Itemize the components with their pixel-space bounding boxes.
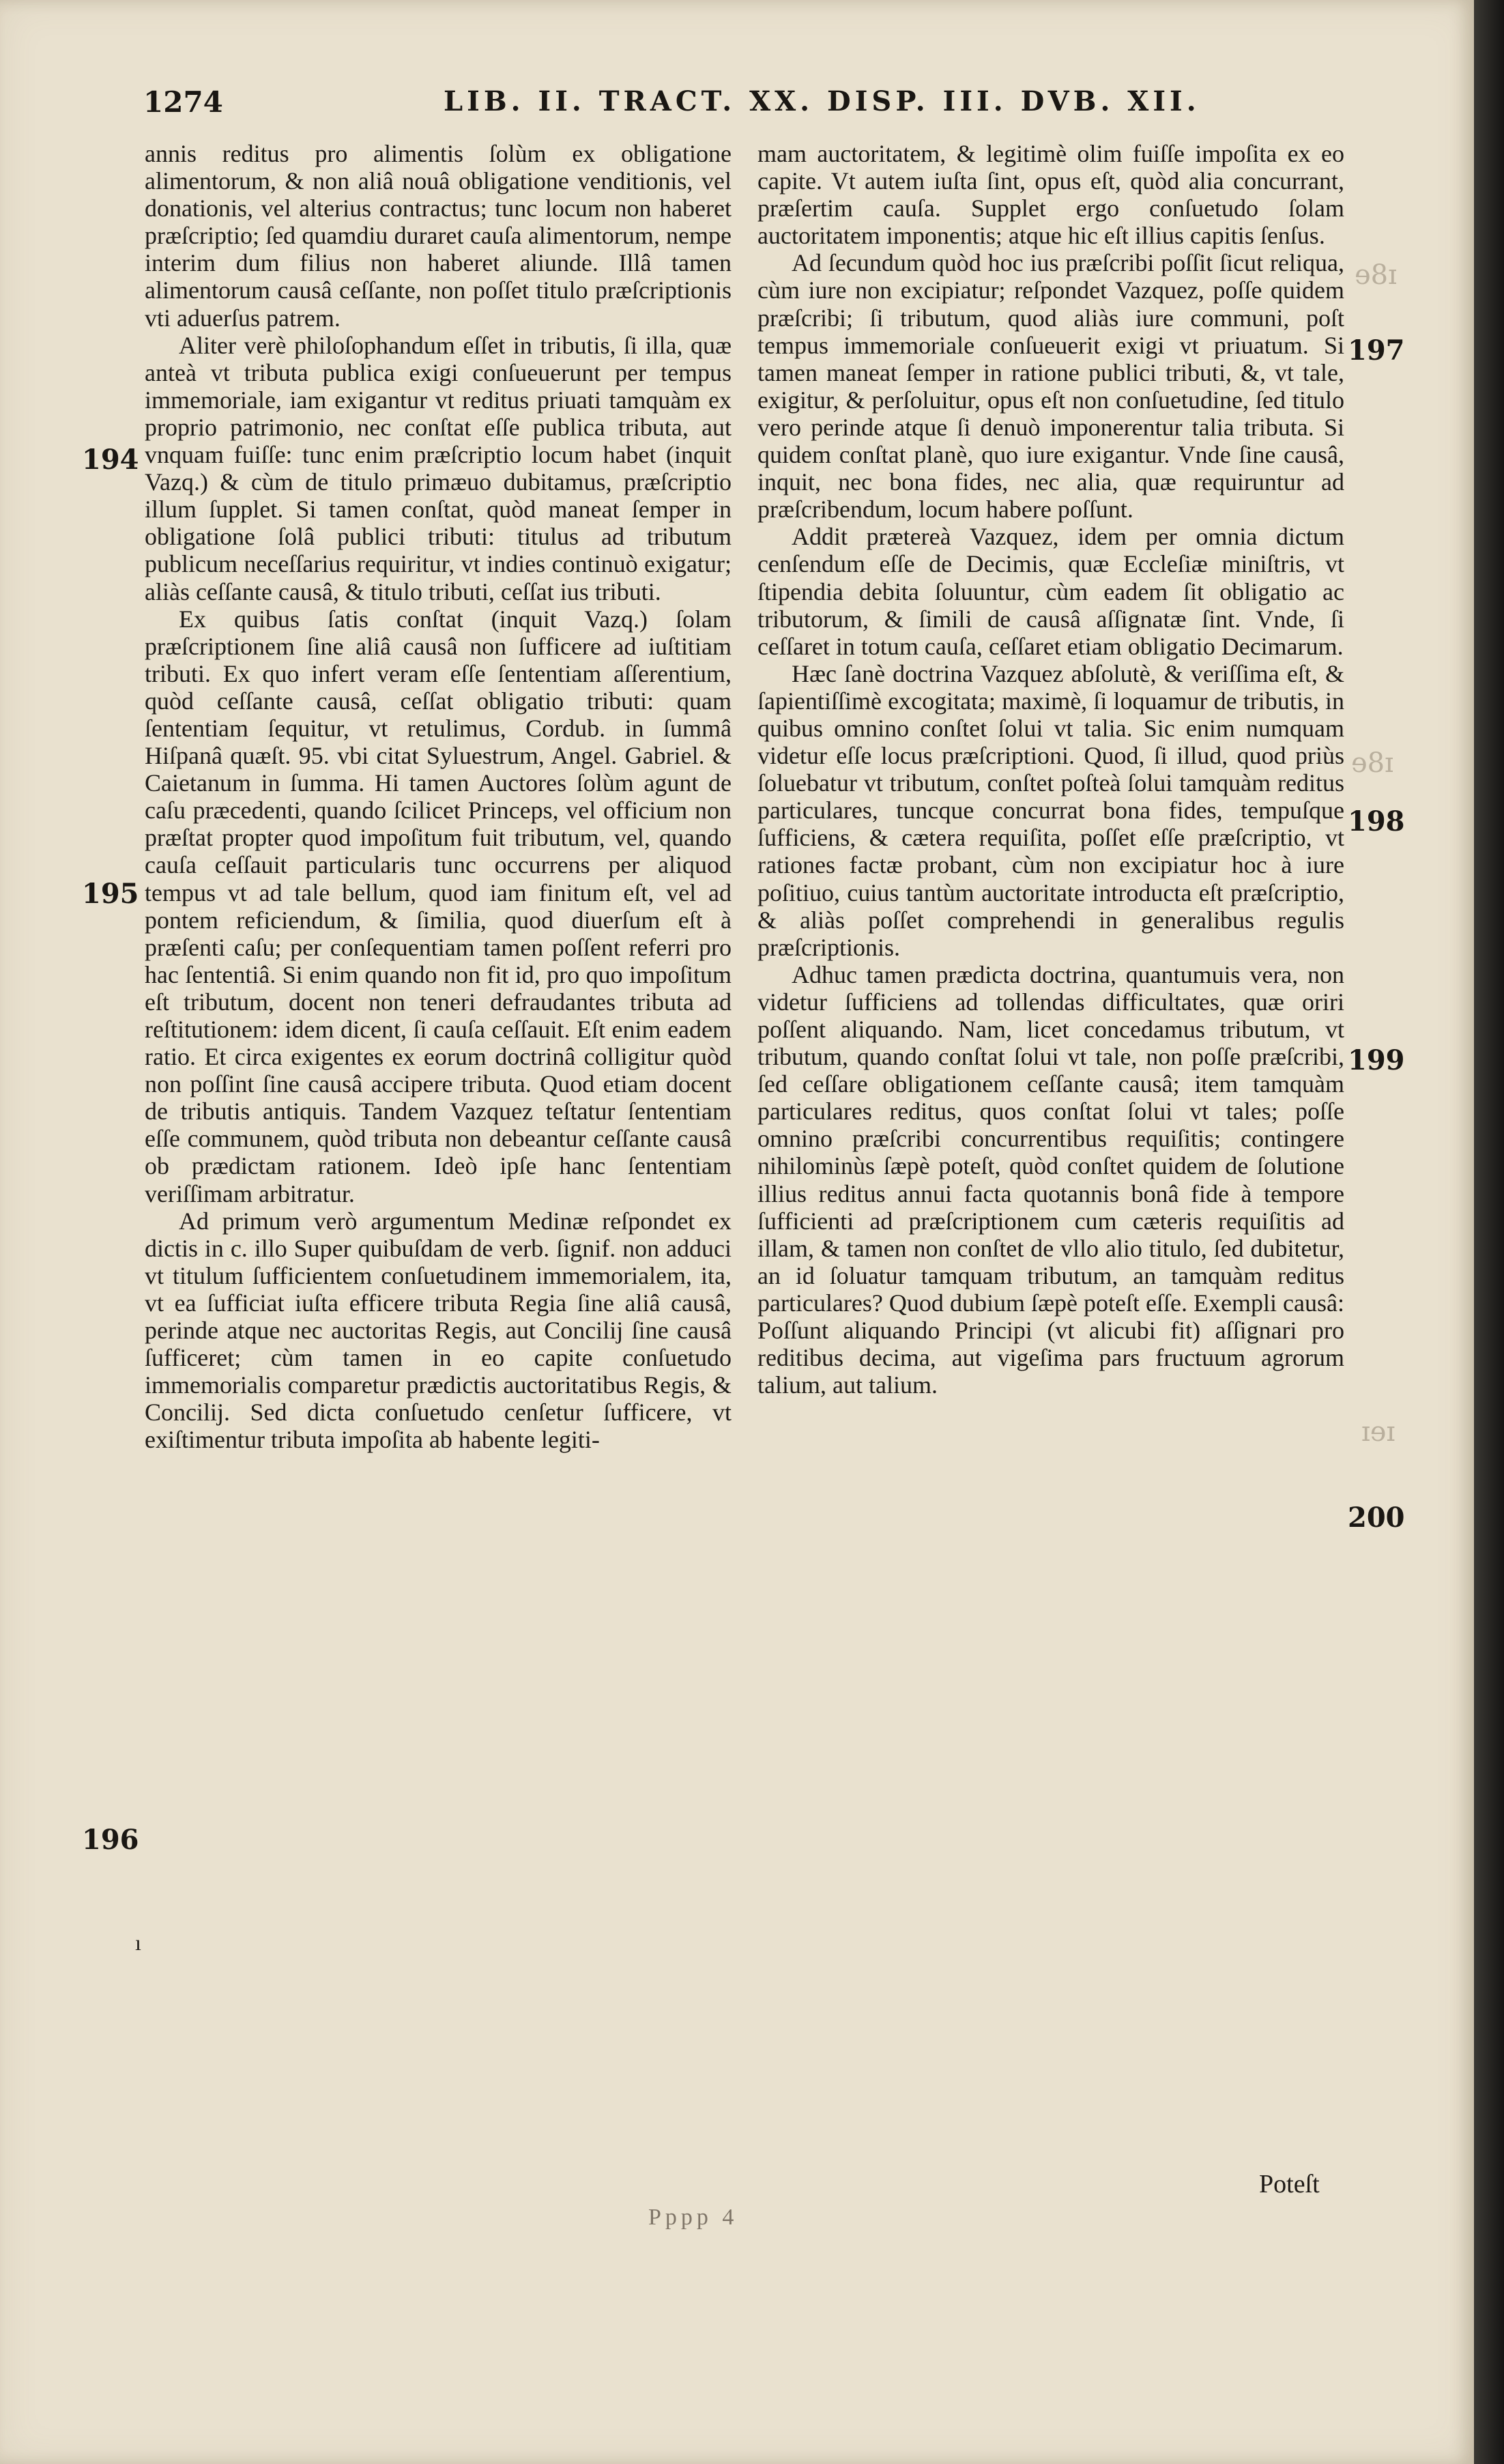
paragraph-195: Ex quibus ſatis conſtat (inquit Vazq.) ſolam præſcriptionem ſine aliâ causâ non ſufficere ad iuſtitiam tributi. Ex quo infert veram eſſe ſententiam aſſerentium, quòd ceſſante causâ, ceſſat obligatio tributi: quam ſententiam ſequitur, vt retulimus, Cordub. in ſummâ Hiſpanâ quæſt. 95. vbi citat Syluestrum, Angel. Gabriel. & Caietanum in ſumma. Hi tamen Auctores ſolùm agunt de caſu præcedenti, quando ſcilicet Princeps, vel officium non præſtat propter quod impoſitum fuit tributum, vel, quando cauſa ceſſauit particularis tunc occurrens per aliquod tempus vt ad tale bellum, quod iam finitum eſt, vel ad pontem reficiendum, & ſimilia, quod diuerſum eſt à præſenti caſu; per conſequentiam tamen poſſent referri pro hac ſententiâ. Si enim quando non fit id, pro quo impoſitum eſt tributum, docent non teneri defraudantes tributa ad reſtitutionem: idem dicent, ſi cauſa ceſſauit. Eſt enim eadem ratio. Et circa exigentes ex eorum doctrinâ colligitur quòd non poſſint ſine causâ accipere tributa. Quod etiam docent de tributis antiquis. Tandem Vazquez teſtatur ſententiam eſſe communem, quòd tributa non debeantur ceſſante causâ ob prædictam rationem. Ideò ipſe hanc ſententiam veriſſimam arbitratur. — [145, 605, 732, 1207]
catchword: Poteſt — [1259, 2170, 1320, 2198]
paragraph-continuation-right: mam auctoritatem, & legitimè olim fuiſſe impoſita ex eo capite. Vt autem iuſta ſint, opus eſt, quòd alia concurrant, præſertim cauſa. Supplet ergo conſuetudo ſolam auctoritatem imponentis; atque hic eſt illius capitis ſenſus. — [757, 140, 1344, 250]
running-head-title: LIB. II. TRACT. XX. DISP. III. DVB. XII. — [444, 85, 1200, 117]
paragraph-199: Hæc ſanè doctrina Vazquez abſolutè, & veriſſima eſt, & ſapientiſſimè excogitata; maximè, ſi loquamur de tributis, in quibus omnino conſtet ſolui vt talia. Sic enim numquam videtur eſſe locus præſcriptioni. Quod, ſi illud, quod priùs ſoluebatur vt tributum, conſtet poſteà ſolui tamquàm reditus particulares, tuncque concurrat bona fides, tempuſque ſufficiens, & cætera requiſita, poſſet eſſe præſcriptio, vt rationes factæ probant, cùm non excipiatur hoc à iure poſitiuo, cuius tantùm auctoritate introducta eſt præſcriptio, & aliàs poſſet comprehendi in generalibus regulis præſcriptionis. — [757, 659, 1344, 961]
signature-mark: Pppp 4 — [648, 2205, 738, 2230]
page-number: 1274 — [143, 85, 223, 119]
paragraph-197: Ad ſecundum quòd hoc ius præſcribi poſſit ſicut reliqua, cùm iure non excipiatur; reſpondet Vazquez, poſſe quidem præſcribi; ſi tributum, quod aliàs iure communi, poſt tempus immemoriale conſueuerit exigi vt priuatum. Si tamen maneat ſemper in ratione publici tributi, &, vt tale, exigitur, & perſoluitur, opus eſt non conſuetudine, ſed titulo vero perinde atque ſi denuò imponerentur talia tributa. Si quidem conſtat planè, quo iure exigantur. Vnde ſine causâ, inquit, nec bona fides, nec alia, quæ requiruntur ad præſcribendum, locum habere poſſunt. — [757, 249, 1344, 524]
bleed-through-number: ɘ8ɪ — [1355, 259, 1397, 291]
paragraph-200: Adhuc tamen prædicta doctrina, quantumuis vera, non videtur ſufficiens ad tollendas difficultates, quæ oriri poſſent aliquando. Nam, licet concedamus tributum, vt tributum, quando conſtat ſolui vt tale, non poſſe præſcribi, ſed ceſſare obligationem ceſſante causâ; item tamquàm particulares reditus, quos conſtat ſolui vt tales; poſſe omnino præſcribi concurrentibus requiſitis; contingere nihilominùs ſæpè poteſt, quòd conſtet quidem de ſolutione illius reditus annui facta quotannis bonâ fide à tempore ſufficienti ad præſcriptionem cum cæteris requiſitis ad illam, & tamen non conſtet de vllo alio titulo, ſed dubitetur, an id ſoluatur tamquam tributum, an tamquàm reditus particulares? Quod dubium ſæpè poteſt eſſe. Exempli causâ: Poſſunt aliquando Principi (vt alicubi fit) aſſignari pro reditibus decima, aut vigeſima pars fructuum agrorum talium, aut talium. — [757, 960, 1344, 1399]
page-edge-shadow — [1474, 0, 1504, 2464]
paragraph-194: Aliter verè philoſophandum eſſet in tributis, ſi illa, quæ anteà vt tributa publica exigi conſueuerunt per tempus immemoriale, iam exigantur vt reditus priuati tamquàm ex proprio patrimonio, nec conſtat eſſe publica tributa, aut vnquam fuiſſe: tunc enim præſcriptio locum habet (inquit Vazq.) & cùm de titulo primæuo dubitamus, præſcriptio illum ſupplet. Si tamen conſtat, quòd maneat ſemper in obligatione ſolâ publici tributi: titulus ad tributum publicum neceſſarius requiritur, vt indies continuò exigatur; aliàs ceſſante causâ, & titulo tributi, ceſſat ius tributi. — [145, 331, 732, 605]
running-head — [143, 85, 1208, 133]
bleed-through-number: ɪɘɪ — [1361, 1416, 1395, 1448]
paragraph-number-197: 197 — [1348, 334, 1405, 367]
paragraph-number-195: 195 — [82, 878, 139, 910]
paragraph-number-196: 196 — [82, 1824, 139, 1856]
paragraph-number-194: 194 — [82, 444, 139, 476]
left-column — [145, 140, 732, 1454]
margin-mark: ı — [135, 1930, 141, 1955]
paragraph-number-199: 199 — [1348, 1044, 1405, 1076]
bleed-through-number: ɘ8ɪ — [1351, 747, 1393, 779]
right-column — [757, 140, 1344, 1399]
paragraph-198: Addit prætereà Vazquez, idem per omnia dictum cenſendum eſſe de Decimis, quæ Eccleſiæ miniſtris, vt ſtipendia debita ſoluuntur, cùm eadem ſit obligatio ac tributorum, & ſimili de causâ aſſignatæ ſint. Vnde, ſi ceſſaret in totum cauſa, ceſſaret etiam obligatio Decimarum. — [757, 523, 1344, 660]
paragraph-number-200: 200 — [1348, 1502, 1405, 1534]
paragraph-continuation: annis reditus pro alimentis ſolùm ex obligatione alimentorum, & non aliâ nouâ obligatione venditionis, vel donationis, vel alterius contractus; tunc locum non haberet præſcriptio; ſed quamdiu duraret cauſa alimentorum, nempe interim dum filius non haberet aliunde. Illâ tamen alimentorum causâ ceſſante, non poſſet titulo præſcriptionis vti aduerſus patrem. — [145, 140, 732, 332]
paragraph-196: Ad primum verò argumentum Medinæ reſpondet ex dictis in c. illo Super quibuſdam de verb. ſignif. non adduci vt titulum ſufficientem conſuetudinem immemorialem, ita, vt ea ſufficiat iuſta efficere tributa Regia ſine aliâ causâ, perinde atque nec auctoritas Regis, aut Concilij ſine causâ ſufficeret; cùm tamen in eo capite conſuetudo immemorialis comparetur prædictis auctoritatibus Regis, & Concilij. Sed dicta conſuetudo cenſetur ſufficere, vt exiſtimentur tributa impoſita ab habente legiti- — [145, 1207, 732, 1454]
paragraph-number-198: 198 — [1348, 805, 1405, 837]
